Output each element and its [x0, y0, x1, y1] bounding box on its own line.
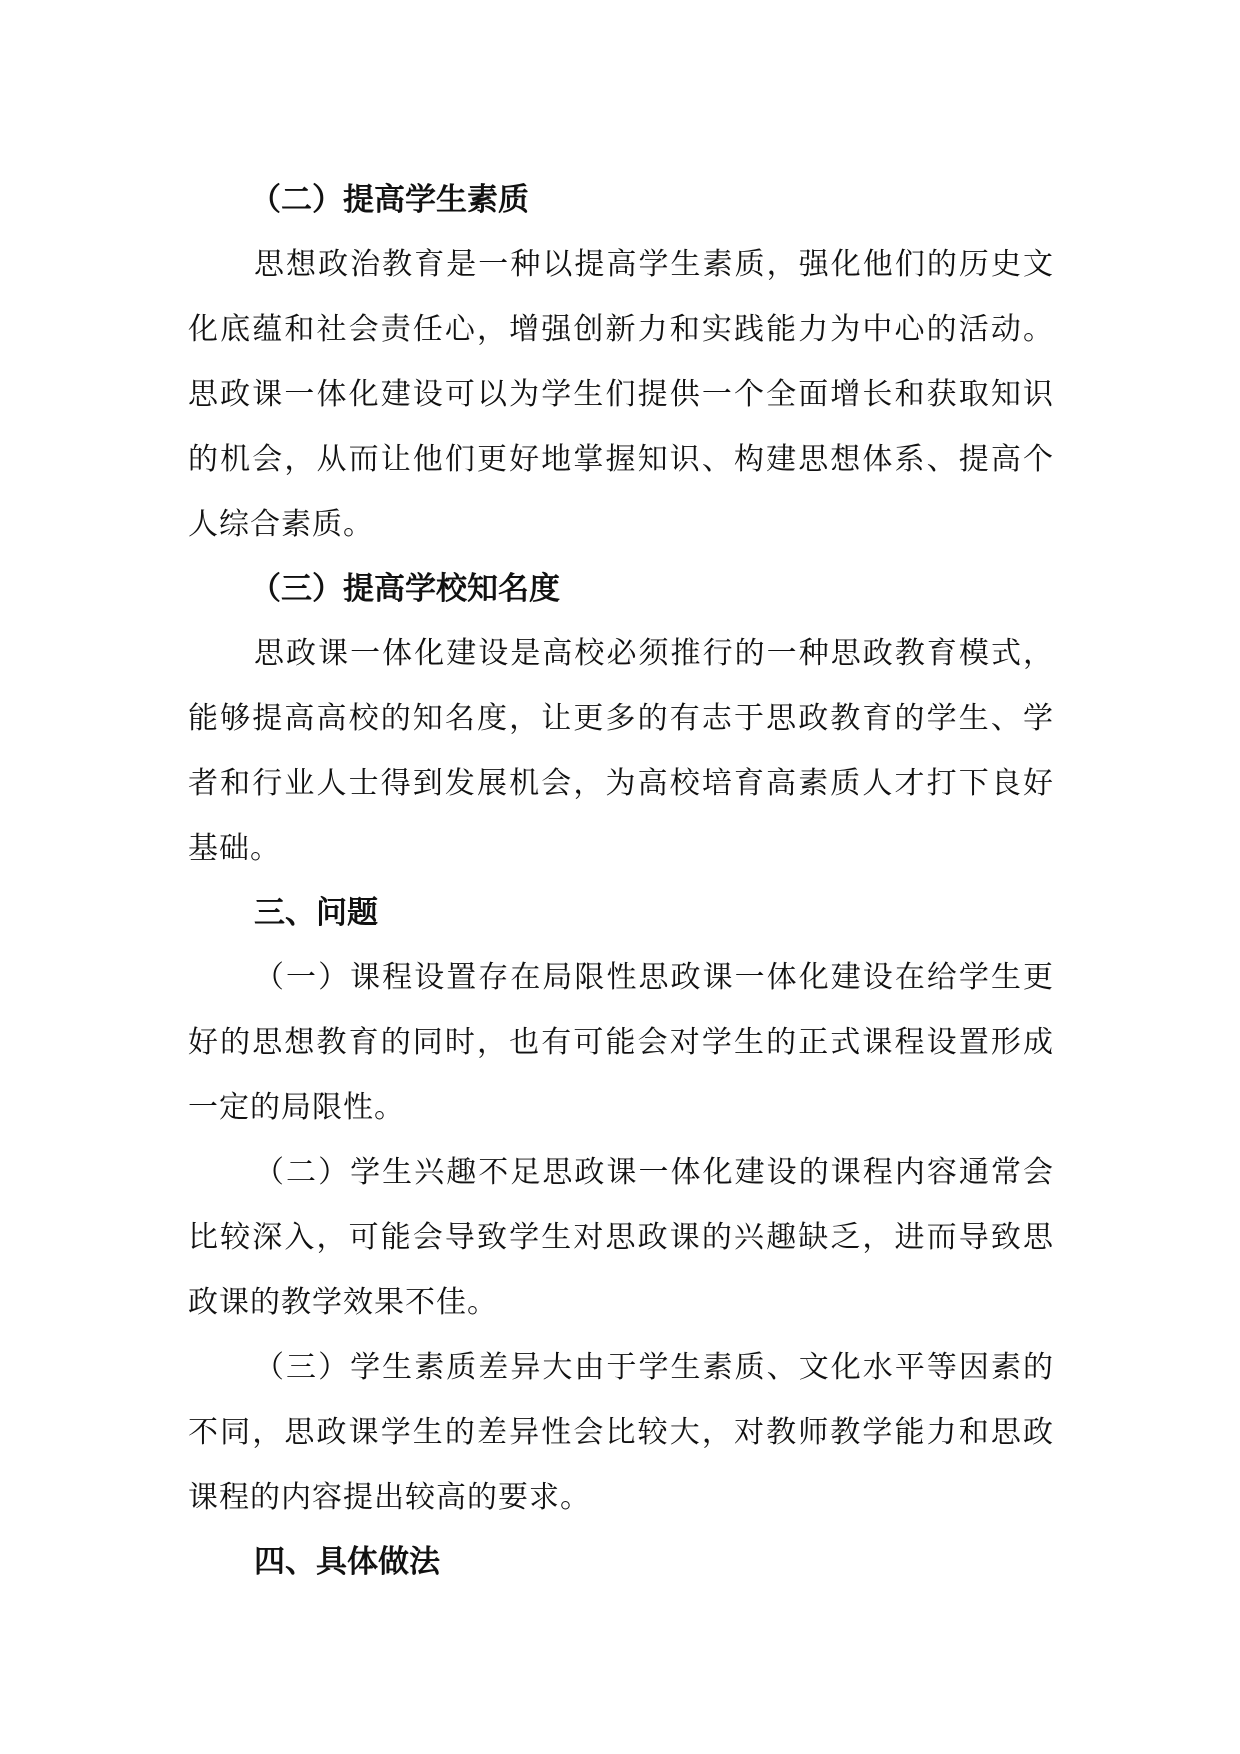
section-heading-problems: 三、问题	[254, 895, 378, 931]
problem-item-3: （三）学生素质差异大由于学生素质、文化水平等因素的不同，思政课学生的差异性会比较大，对教师教学能力和思政课程的内容提出较高的要求。	[188, 1350, 1054, 1515]
problem-item-1: （一）课程设置存在局限性思政课一体化建设在给学生更好的思想教育的同时，也有可能会对学生的正式课程设置形成一定的局限性。	[188, 960, 1054, 1125]
document-body	[188, 168, 1054, 1594]
paragraph-improve-quality: 思想政治教育是一种以提高学生素质，强化他们的历史文化底蕴和社会责任心，增强创新力和实践能力为中心的活动。思政课一体化建设可以为学生们提供一个全面增长和获取知识的机会，从而让他们更好地掌握知识、构建思想体系、提高个人综合素质。	[188, 247, 1054, 542]
problem-item-2: （二）学生兴趣不足思政课一体化建设的课程内容通常会比较深入，可能会导致学生对思政课的兴趣缺乏，进而导致思政课的教学效果不佳。	[188, 1155, 1054, 1320]
section-heading-methods: 四、具体做法	[254, 1544, 440, 1580]
paragraph-improve-reputation: 思政课一体化建设是高校必须推行的一种思政教育模式，能够提高高校的知名度，让更多的有志于思政教育的学生、学者和行业人士得到发展机会，为高校培育高素质人才打下良好基础。	[188, 636, 1054, 866]
section-heading-improve-reputation: （三）提高学校知名度	[250, 571, 560, 607]
section-heading-improve-quality: （二）提高学生素质	[250, 182, 529, 218]
